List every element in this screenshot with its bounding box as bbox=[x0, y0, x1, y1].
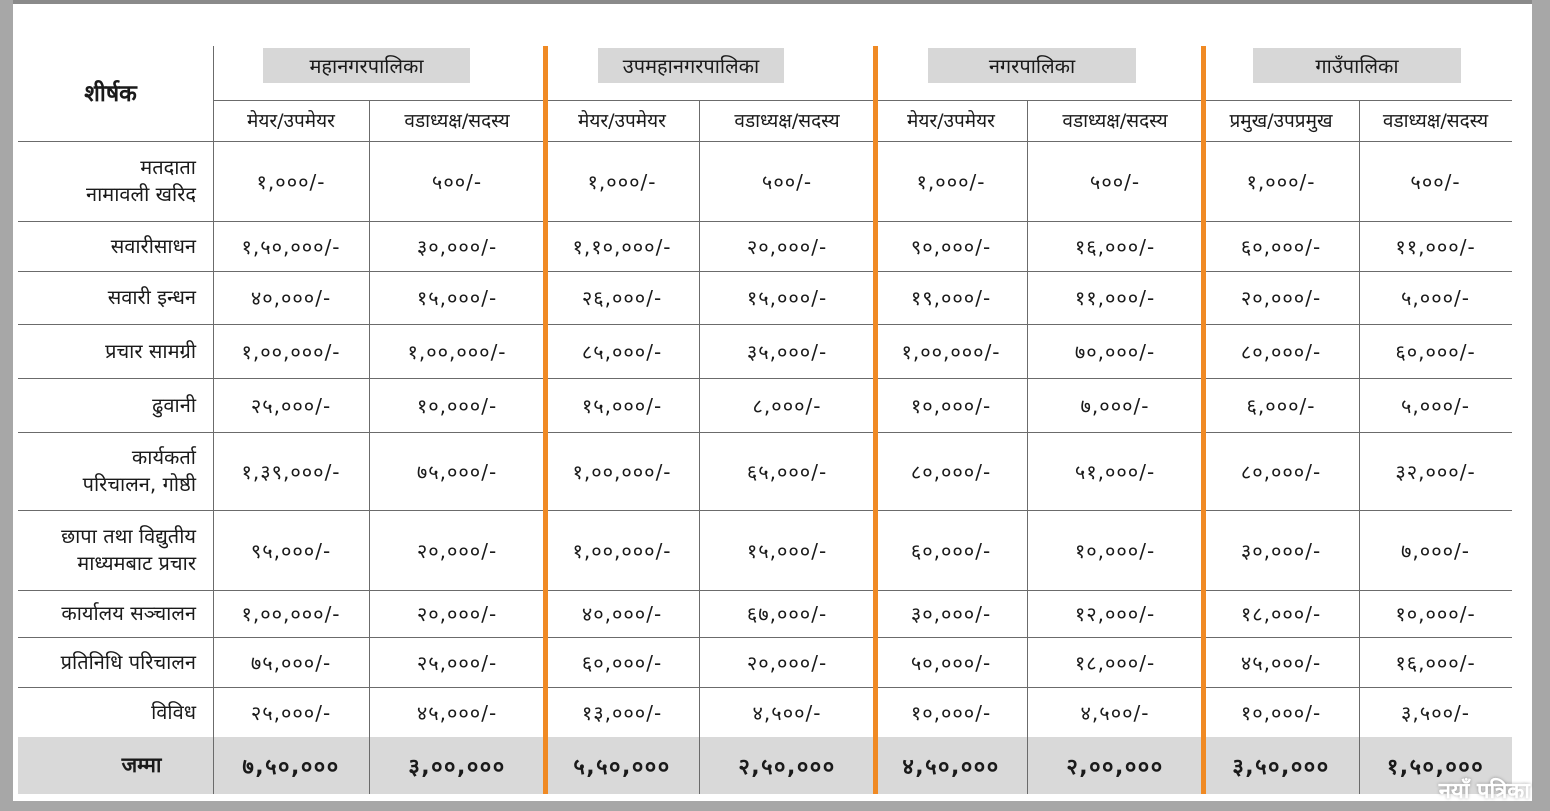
total-cell: ५,५०,००० bbox=[573, 754, 671, 780]
total-cell: १,५०,००० bbox=[1386, 754, 1485, 780]
table-cell: ८,०००/- bbox=[752, 393, 822, 418]
table-cell: ४०,०००/- bbox=[250, 286, 332, 310]
table-row bbox=[18, 324, 1512, 378]
group-separator bbox=[873, 46, 878, 794]
title-column-header: शीर्षक bbox=[84, 80, 137, 107]
group-header-divider bbox=[875, 100, 1203, 101]
table-cell: ६०,०००/- bbox=[581, 650, 663, 675]
row-label: कार्यालय सञ्चालन bbox=[61, 601, 196, 625]
table-cell: १५,०००/- bbox=[581, 393, 663, 418]
table-cell: ३,५००/- bbox=[1401, 700, 1470, 725]
table-cell: १८,०००/- bbox=[1074, 650, 1156, 675]
table-cell: ७५,०००/- bbox=[416, 459, 498, 484]
table-cell: १०,०००/- bbox=[1074, 538, 1156, 563]
table-cell: ६०,०००/- bbox=[1240, 234, 1322, 259]
table-row bbox=[18, 510, 1512, 590]
table-cell: ७५,०००/- bbox=[250, 650, 332, 675]
table-cell: २०,०००/- bbox=[746, 650, 828, 675]
expense-limit-table bbox=[18, 42, 1512, 794]
group-separator bbox=[543, 46, 548, 794]
table-row bbox=[18, 221, 1512, 271]
table-cell: ५१,०००/- bbox=[1074, 459, 1156, 484]
table-cell: ३०,०००/- bbox=[416, 234, 498, 259]
row-label: मतदाता नामावली खरिद bbox=[86, 155, 196, 206]
table-cell: १,०००/- bbox=[1246, 169, 1316, 194]
group-header-divider bbox=[545, 100, 875, 101]
table-cell: २५,०००/- bbox=[250, 393, 332, 418]
frame-top-border bbox=[0, 0, 1532, 4]
table-cell: ४५,०००/- bbox=[416, 700, 498, 725]
table-cell: १२,०००/- bbox=[1074, 602, 1156, 626]
table-row bbox=[18, 378, 1512, 432]
table-cell: ६,०००/- bbox=[1246, 393, 1316, 418]
column-divider bbox=[699, 100, 700, 794]
table-cell: १,५०,०००/- bbox=[241, 234, 341, 259]
table-cell: २५,०००/- bbox=[416, 650, 498, 675]
table-cell: १५,०००/- bbox=[746, 538, 828, 563]
table-row bbox=[18, 590, 1512, 637]
row-label: सवारीसाधन bbox=[110, 233, 196, 258]
group-header-label: गाउँपालिका bbox=[1253, 48, 1461, 83]
sub-column-header: वडाध्यक्ष/सदस्य bbox=[734, 110, 840, 132]
table-cell: २०,०००/- bbox=[416, 538, 498, 563]
table-cell: ५००/- bbox=[1410, 169, 1461, 194]
sub-column-header: वडाध्यक्ष/सदस्य bbox=[404, 110, 510, 132]
table-row bbox=[18, 271, 1512, 324]
group-header-label: उपमहानगरपालिका bbox=[598, 48, 784, 83]
row-label: प्रतिनिधि परिचालन bbox=[60, 649, 196, 674]
row-label: विविध bbox=[151, 699, 196, 724]
table-cell: १०,०००/- bbox=[910, 700, 992, 725]
table-cell: ८०,०००/- bbox=[1240, 339, 1322, 364]
table-cell: ३५,०००/- bbox=[746, 339, 828, 364]
table-cell: २०,०००/- bbox=[746, 234, 828, 259]
table-cell: ४,५००/- bbox=[752, 700, 822, 725]
table-cell: १,००,०००/- bbox=[241, 602, 341, 626]
table-cell: २६,०००/- bbox=[581, 286, 663, 310]
table-cell: ७,०००/- bbox=[1080, 393, 1150, 418]
sub-column-header: प्रमुख/उपप्रमुख bbox=[1229, 110, 1333, 132]
table-cell: १६,०००/- bbox=[1395, 650, 1476, 675]
frame-right-border bbox=[1532, 0, 1550, 811]
row-label: कार्यकर्ता परिचालन, गोष्ठी bbox=[82, 445, 196, 496]
table-cell: ५,०००/- bbox=[1401, 286, 1470, 310]
sub-column-header: मेयर/उपमेयर bbox=[907, 110, 995, 132]
table-cell: ६५,०००/- bbox=[746, 459, 828, 484]
table-cell: ३२,०००/- bbox=[1395, 459, 1476, 484]
table-cell: १०,०००/- bbox=[910, 393, 992, 418]
table-cell: १,०००/- bbox=[916, 169, 986, 194]
table-cell: ९०,०००/- bbox=[910, 234, 992, 259]
table-cell: १,१०,०००/- bbox=[572, 234, 672, 259]
table-cell: ५००/- bbox=[1089, 169, 1141, 194]
group-header-divider bbox=[213, 100, 545, 101]
total-cell: ४,५०,००० bbox=[902, 754, 1000, 780]
table-row bbox=[18, 141, 1512, 221]
table-cell: ५००/- bbox=[761, 169, 813, 194]
group-separator bbox=[1201, 46, 1206, 794]
table-cell: ७,०००/- bbox=[1401, 538, 1470, 563]
table-cell: १,०००/- bbox=[587, 169, 657, 194]
table-cell: २०,०००/- bbox=[416, 602, 498, 626]
frame-left-border bbox=[0, 0, 13, 811]
table-cell: १०,०००/- bbox=[1395, 602, 1476, 626]
row-label: छापा तथा विद्युतीय माध्यमबाट प्रचार bbox=[61, 524, 196, 575]
table-cell: ९५,०००/- bbox=[250, 538, 332, 563]
table-row bbox=[18, 637, 1512, 687]
column-divider bbox=[1359, 100, 1360, 794]
table-cell: १९,०००/- bbox=[910, 286, 992, 310]
total-cell: २,५०,००० bbox=[738, 754, 836, 780]
group-header-divider bbox=[1203, 100, 1512, 101]
table-cell: ११,०००/- bbox=[1074, 286, 1156, 310]
sub-column-header: वडाध्यक्ष/सदस्य bbox=[1382, 110, 1489, 132]
table-cell: १,००,०००/- bbox=[901, 339, 1001, 364]
total-cell: ७,५०,००० bbox=[242, 754, 340, 780]
table-cell: ६०,०००/- bbox=[1395, 339, 1476, 364]
total-cell: २,००,००० bbox=[1066, 754, 1164, 780]
table-cell: २०,०००/- bbox=[1240, 286, 1322, 310]
total-label: जम्मा bbox=[121, 753, 162, 777]
group-header-label: महानगरपालिका bbox=[263, 48, 470, 83]
table-cell: १६,०००/- bbox=[1074, 234, 1156, 259]
total-cell: ३,५०,००० bbox=[1232, 754, 1330, 780]
table-cell: १,०००/- bbox=[256, 169, 326, 194]
table-cell: ५००/- bbox=[431, 169, 483, 194]
table-cell: १८,०००/- bbox=[1240, 602, 1322, 626]
table-cell: ८०,०००/- bbox=[910, 459, 992, 484]
table-cell: १,००,०००/- bbox=[407, 339, 507, 364]
table-cell: ७०,०००/- bbox=[1074, 339, 1156, 364]
table-cell: ६०,०००/- bbox=[910, 538, 992, 563]
row-label: ढुवानी bbox=[152, 392, 196, 417]
table-row bbox=[18, 687, 1512, 737]
table-cell: १,३९,०००/- bbox=[241, 459, 341, 484]
table-cell: २५,०००/- bbox=[250, 700, 332, 725]
table-cell: ४०,०००/- bbox=[581, 602, 663, 626]
frame-bottom-border bbox=[0, 801, 1550, 811]
table-cell: ११,०००/- bbox=[1395, 234, 1476, 259]
column-divider bbox=[213, 46, 214, 794]
table-cell: ४५,०००/- bbox=[1240, 650, 1322, 675]
table-cell: १०,०००/- bbox=[416, 393, 498, 418]
table-cell: १०,०००/- bbox=[1240, 700, 1322, 725]
table-cell: ६७,०००/- bbox=[746, 602, 828, 626]
table-cell: ८५,०००/- bbox=[581, 339, 663, 364]
sub-column-header: वडाध्यक्ष/सदस्य bbox=[1062, 110, 1168, 132]
column-divider bbox=[1027, 100, 1028, 794]
table-cell: १,००,०००/- bbox=[241, 339, 341, 364]
table-cell: १५,०००/- bbox=[416, 286, 498, 310]
column-divider bbox=[369, 100, 370, 794]
sub-column-header: मेयर/उपमेयर bbox=[578, 110, 666, 132]
table-cell: १५,०००/- bbox=[746, 286, 828, 310]
table-cell: ४,५००/- bbox=[1080, 700, 1150, 725]
table-cell: १,००,०००/- bbox=[572, 538, 672, 563]
table-cell: ३०,०००/- bbox=[1240, 538, 1322, 563]
table-cell: ८०,०००/- bbox=[1240, 459, 1322, 484]
table-cell: १,००,०००/- bbox=[572, 459, 672, 484]
group-header-label: नगरपालिका bbox=[928, 48, 1136, 83]
table-cell: ५०,०००/- bbox=[910, 650, 992, 675]
table-row bbox=[18, 432, 1512, 510]
publisher-watermark: नयाँ पत्रिका bbox=[1438, 779, 1530, 804]
total-row bbox=[18, 737, 1512, 794]
sub-column-header: मेयर/उपमेयर bbox=[247, 110, 335, 132]
row-label: सवारी इन्धन bbox=[107, 285, 196, 309]
table-cell: १३,०००/- bbox=[581, 700, 663, 725]
total-cell: ३,००,००० bbox=[408, 754, 506, 780]
table-cell: ३०,०००/- bbox=[910, 602, 992, 626]
row-label: प्रचार सामग्री bbox=[105, 338, 196, 363]
table-cell: ५,०००/- bbox=[1401, 393, 1470, 418]
